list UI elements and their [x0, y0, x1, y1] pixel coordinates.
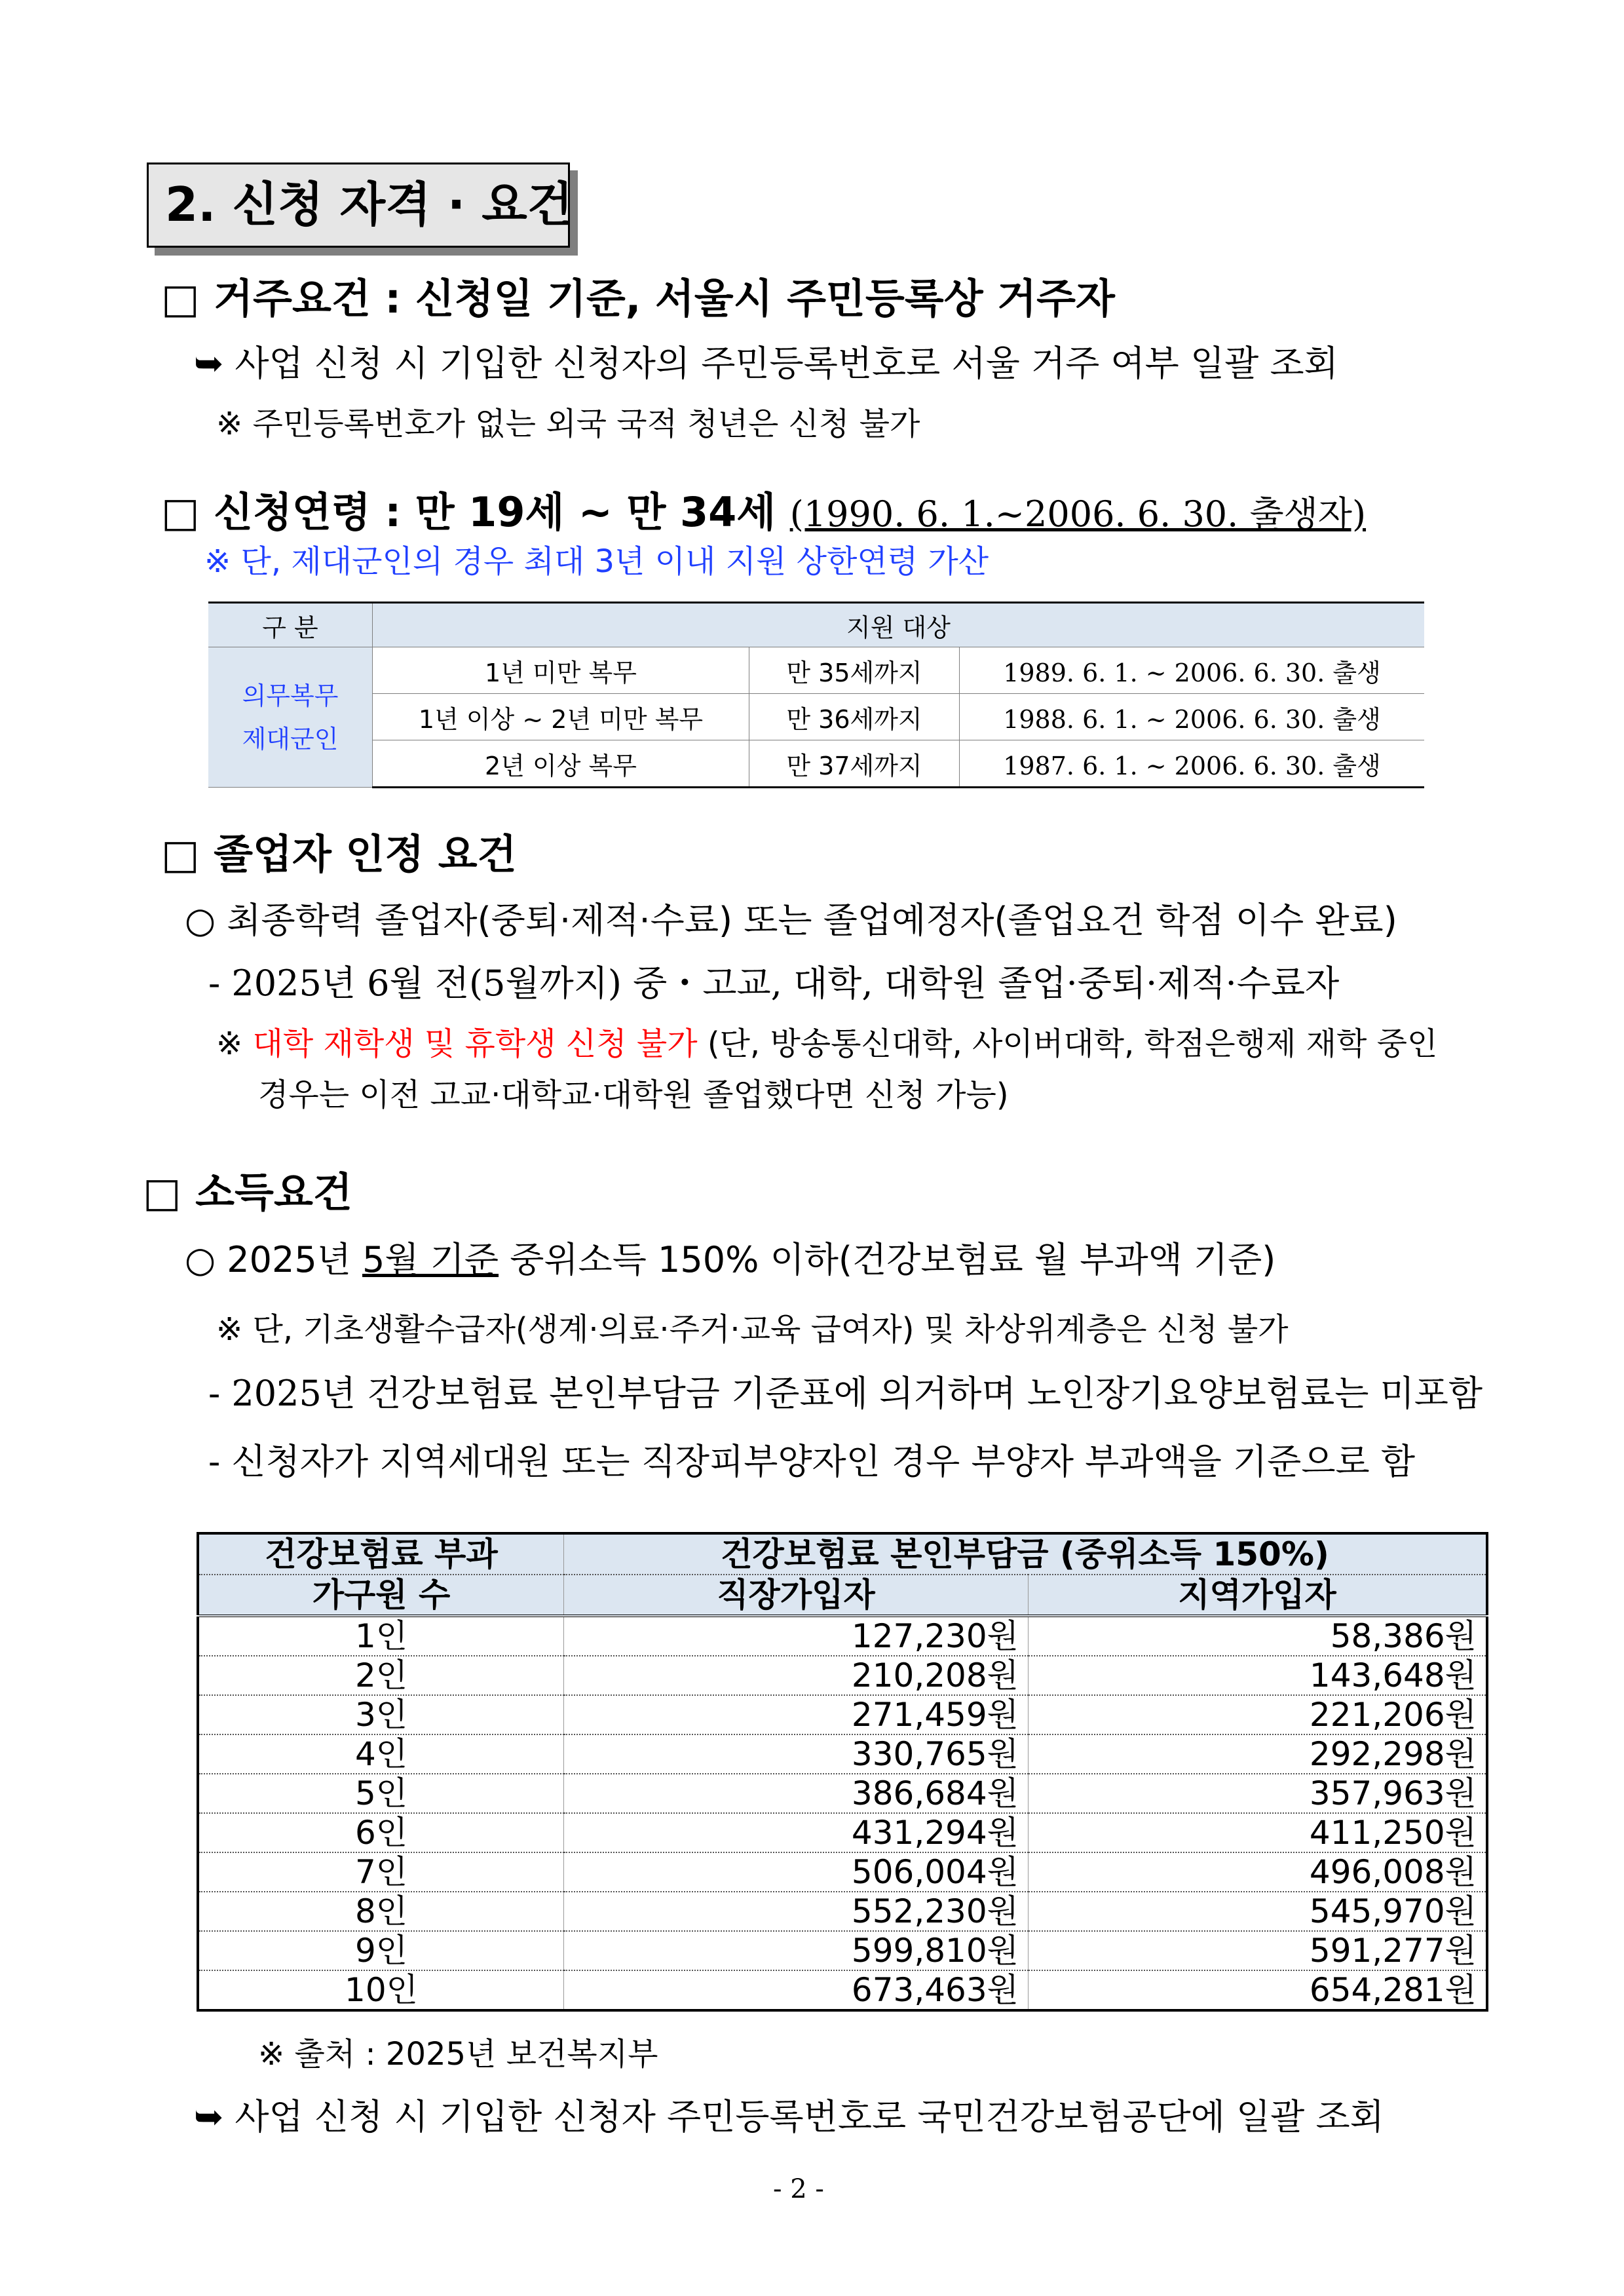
- table-row: [208, 647, 1424, 694]
- group-label-line2: 제대군인: [242, 724, 339, 754]
- section-title: 2. 신청 자격 · 요건: [165, 177, 573, 232]
- members-cell: 9인: [198, 1931, 564, 1970]
- age-limit-cell: 만 35세까지: [749, 647, 960, 694]
- age-limit-cell: 만 37세까지: [749, 740, 960, 788]
- graduate-note-warning: 대학 재학생 및 휴학생 신청 불가: [252, 1025, 698, 1062]
- members-cell: 2인: [198, 1656, 564, 1695]
- work-cell: 271,459원: [564, 1695, 1029, 1734]
- birth-range-cell: 1988. 6. 1. ~ 2006. 6. 30. 출생: [960, 694, 1425, 740]
- income-table-header-members-1: 건강보험료 부과: [198, 1533, 564, 1575]
- graduate-heading: □ 졸업자 인정 요건: [161, 830, 517, 878]
- income-source-note: ※ 출처 : 2025년 보건복지부: [258, 2036, 658, 2073]
- age-table-group-label: [208, 647, 373, 788]
- graduate-note-rest: (단, 방송통신대학, 사이버대학, 학점은행제 재학 중인: [707, 1025, 1438, 1062]
- income-table: [197, 1532, 1488, 2012]
- income-table-header-members-2: 가구원 수: [198, 1575, 564, 1616]
- table-row: [208, 694, 1424, 740]
- table-row: [198, 1852, 1487, 1892]
- work-cell: 506,004원: [564, 1852, 1029, 1892]
- work-cell: 210,208원: [564, 1656, 1029, 1695]
- income-table-header-work: 직장가입자: [564, 1575, 1029, 1616]
- local-cell: 292,298원: [1029, 1734, 1488, 1774]
- local-cell: 357,963원: [1029, 1774, 1488, 1813]
- income-heading: □ 소득요건: [143, 1168, 352, 1216]
- age-heading-range: (1990. 6. 1.~2006. 6. 30. 출생자): [789, 493, 1367, 535]
- table-row: [198, 1656, 1487, 1695]
- income-note: ※ 단, 기초생활수급자(생계·의료·주거·교육 급여자) 및 차상위계층은 신청 불가: [216, 1311, 1289, 1348]
- age-table-header-category: 구 분: [208, 603, 373, 647]
- table-row: [198, 1616, 1487, 1656]
- local-cell: 411,250원: [1029, 1813, 1488, 1852]
- table-row: [198, 1813, 1487, 1852]
- members-cell: 6인: [198, 1813, 564, 1852]
- age-limit-cell: 만 36세까지: [749, 694, 960, 740]
- members-cell: 1인: [198, 1616, 564, 1656]
- table-row: [198, 1774, 1487, 1813]
- income-table-header-local: 지역가입자: [1029, 1575, 1488, 1616]
- income-line2: - 2025년 건강보험료 본인부담금 기준표에 의거하며 노인장기요양보험료는 미포함: [208, 1373, 1483, 1414]
- income-line1-a: ○ 2025년: [185, 1239, 351, 1280]
- table-row: [198, 1892, 1487, 1931]
- age-note: ※ 단, 제대군인의 경우 최대 3년 이내 지원 상한연령 가산: [204, 543, 989, 580]
- group-label-line1: 의무복무: [242, 681, 339, 710]
- graduate-line2: - 2025년 6월 전(5월까지) 중・고교, 대학, 대학원 졸업·중퇴·제적·수료자: [208, 963, 1340, 1004]
- members-cell: 4인: [198, 1734, 564, 1774]
- service-cell: 1년 이상 ~ 2년 미만 복무: [373, 694, 749, 740]
- table-row: [198, 1931, 1487, 1970]
- residence-note: ※ 주민등록번호가 없는 외국 국적 청년은 신청 불가: [216, 406, 920, 442]
- table-row: [198, 1734, 1487, 1774]
- income-line3: - 신청자가 지역세대원 또는 직장피부양자인 경우 부양자 부과액을 기준으로 함: [208, 1441, 1415, 1482]
- page-number: - 2 -: [773, 2174, 824, 2204]
- graduate-line1: ○ 최종학력 졸업자(중퇴·제적·수료) 또는 졸업예정자(졸업요건 학점 이수 완료): [185, 900, 1397, 941]
- members-cell: 5인: [198, 1774, 564, 1813]
- work-cell: 431,294원: [564, 1813, 1029, 1852]
- table-row: [198, 1695, 1487, 1734]
- work-cell: 599,810원: [564, 1931, 1029, 1970]
- table-row: [208, 740, 1424, 788]
- members-cell: 3인: [198, 1695, 564, 1734]
- local-cell: 221,206원: [1029, 1695, 1488, 1734]
- local-cell: 496,008원: [1029, 1852, 1488, 1892]
- age-heading-text: □ 신청연령 : 만 19세 ~ 만 34세: [161, 488, 776, 536]
- work-cell: 552,230원: [564, 1892, 1029, 1931]
- local-cell: 654,281원: [1309, 1971, 1477, 2009]
- residence-line: ➥ 사업 신청 시 기입한 신청자의 주민등록번호로 서울 거주 여부 일괄 조회: [194, 343, 1338, 384]
- local-cell: 143,648원: [1029, 1656, 1488, 1695]
- graduate-note: [216, 1024, 1437, 1064]
- age-table: [208, 602, 1424, 788]
- birth-range-cell: 1989. 6. 1. ~ 2006. 6. 30. 출생: [960, 647, 1425, 694]
- members-cell: 8인: [198, 1892, 564, 1931]
- income-table-header-main: 건강보험료 본인부담금 (중위소득 150%): [564, 1533, 1488, 1575]
- age-heading: [161, 486, 1366, 541]
- local-cell: 545,970원: [1029, 1892, 1488, 1931]
- note-mark: ※: [216, 1025, 243, 1062]
- work-cell: 386,684원: [564, 1774, 1029, 1813]
- income-line1-b: 중위소득 150% 이하(건강보험료 월 부과액 기준): [510, 1239, 1276, 1280]
- income-line4: ➥ 사업 신청 시 기입한 신청자 주민등록번호로 국민건강보험공단에 일괄 조회: [194, 2096, 1384, 2137]
- income-line1: [185, 1237, 1275, 1283]
- service-cell: 2년 이상 복무: [373, 740, 749, 788]
- members-cell: 10인: [198, 1970, 564, 2010]
- members-cell: 7인: [198, 1852, 564, 1892]
- work-cell: 127,230원: [564, 1616, 1029, 1656]
- graduate-note-line2: 경우는 이전 고교·대학교·대학원 졸업했다면 신청 가능): [258, 1077, 1009, 1113]
- income-line1-underlined: 5월 기준: [362, 1239, 499, 1280]
- service-cell: 1년 미만 복무: [373, 647, 749, 694]
- local-cell: 58,386원: [1029, 1616, 1488, 1656]
- table-row: [198, 1970, 1487, 2010]
- age-table-header-target: 지원 대상: [373, 603, 1425, 647]
- work-cell: 673,463원: [564, 1970, 1029, 2010]
- local-cell: 591,277원: [1029, 1931, 1488, 1970]
- work-cell: 330,765원: [564, 1734, 1029, 1774]
- residence-heading: □ 거주요건 : 신청일 기준, 서울시 주민등록상 거주자: [161, 275, 1115, 322]
- birth-range-cell: 1987. 6. 1. ~ 2006. 6. 30. 출생: [960, 740, 1425, 788]
